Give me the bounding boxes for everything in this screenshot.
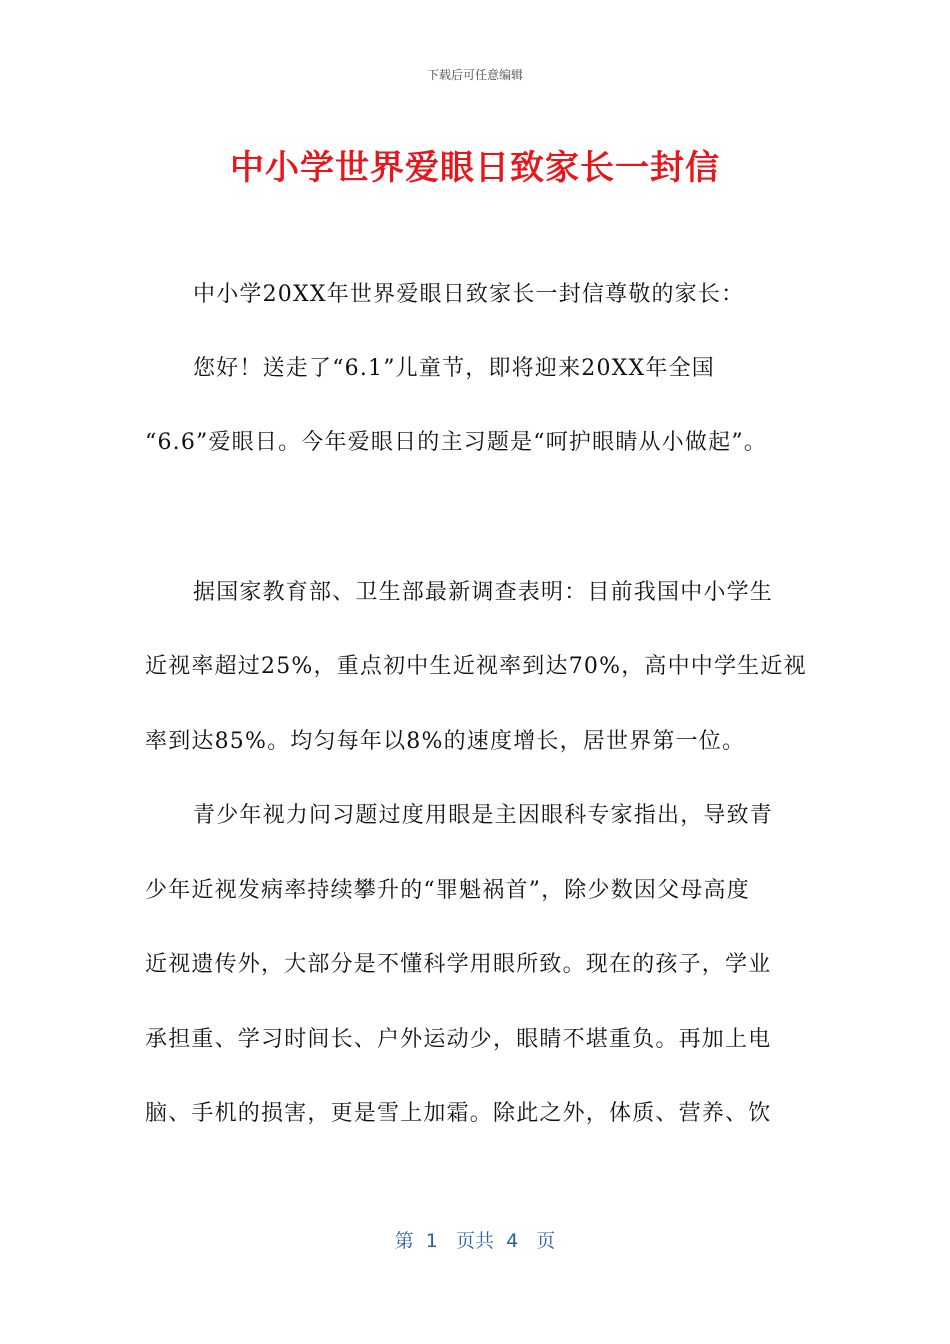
- body-line: 近视率超过25%，重点初中生近视率到达70%，高中中学生近视: [145, 654, 807, 679]
- document-title: 中小学世界爱眼日致家长一封信: [230, 148, 720, 188]
- body-line: 青少年视力问习题过度用眼是主因眼科专家指出，导致青: [193, 803, 774, 828]
- header-note: 下载后可任意编辑: [426, 68, 523, 82]
- body-line: 据国家教育部、卫生部最新调查表明：目前我国中小学生: [193, 580, 774, 605]
- body-line: 承担重、学习时间长、户外运动少，眼睛不堪重负。再加上电: [145, 1027, 772, 1052]
- body-line: 中小学20XX年世界爱眼日致家长一封信尊敬的家长：: [193, 282, 745, 307]
- body-line: 近视遗传外，大部分是不懂科学用眼所致。现在的孩子，学业: [145, 952, 772, 977]
- body-line: 少年近视发病率持续攀升的“罪魁祸首”，除少数因父母高度: [145, 878, 750, 903]
- body-line: 您好！送走了“6.1”儿童节，即将迎来20XX年全国: [193, 356, 716, 381]
- page-footer: 第 1 页共 4 页: [394, 1230, 556, 1252]
- body-line: “6.6”爱眼日。今年爱眼日的主习题是“呵护眼睛从小做起”。: [145, 430, 767, 455]
- body-line: 脑、手机的损害，更是雪上加霜。除此之外，体质、营养、饮: [145, 1101, 772, 1126]
- body-line: 率到达85%。均匀每年以8%的速度增长，居世界第一位。: [145, 729, 746, 754]
